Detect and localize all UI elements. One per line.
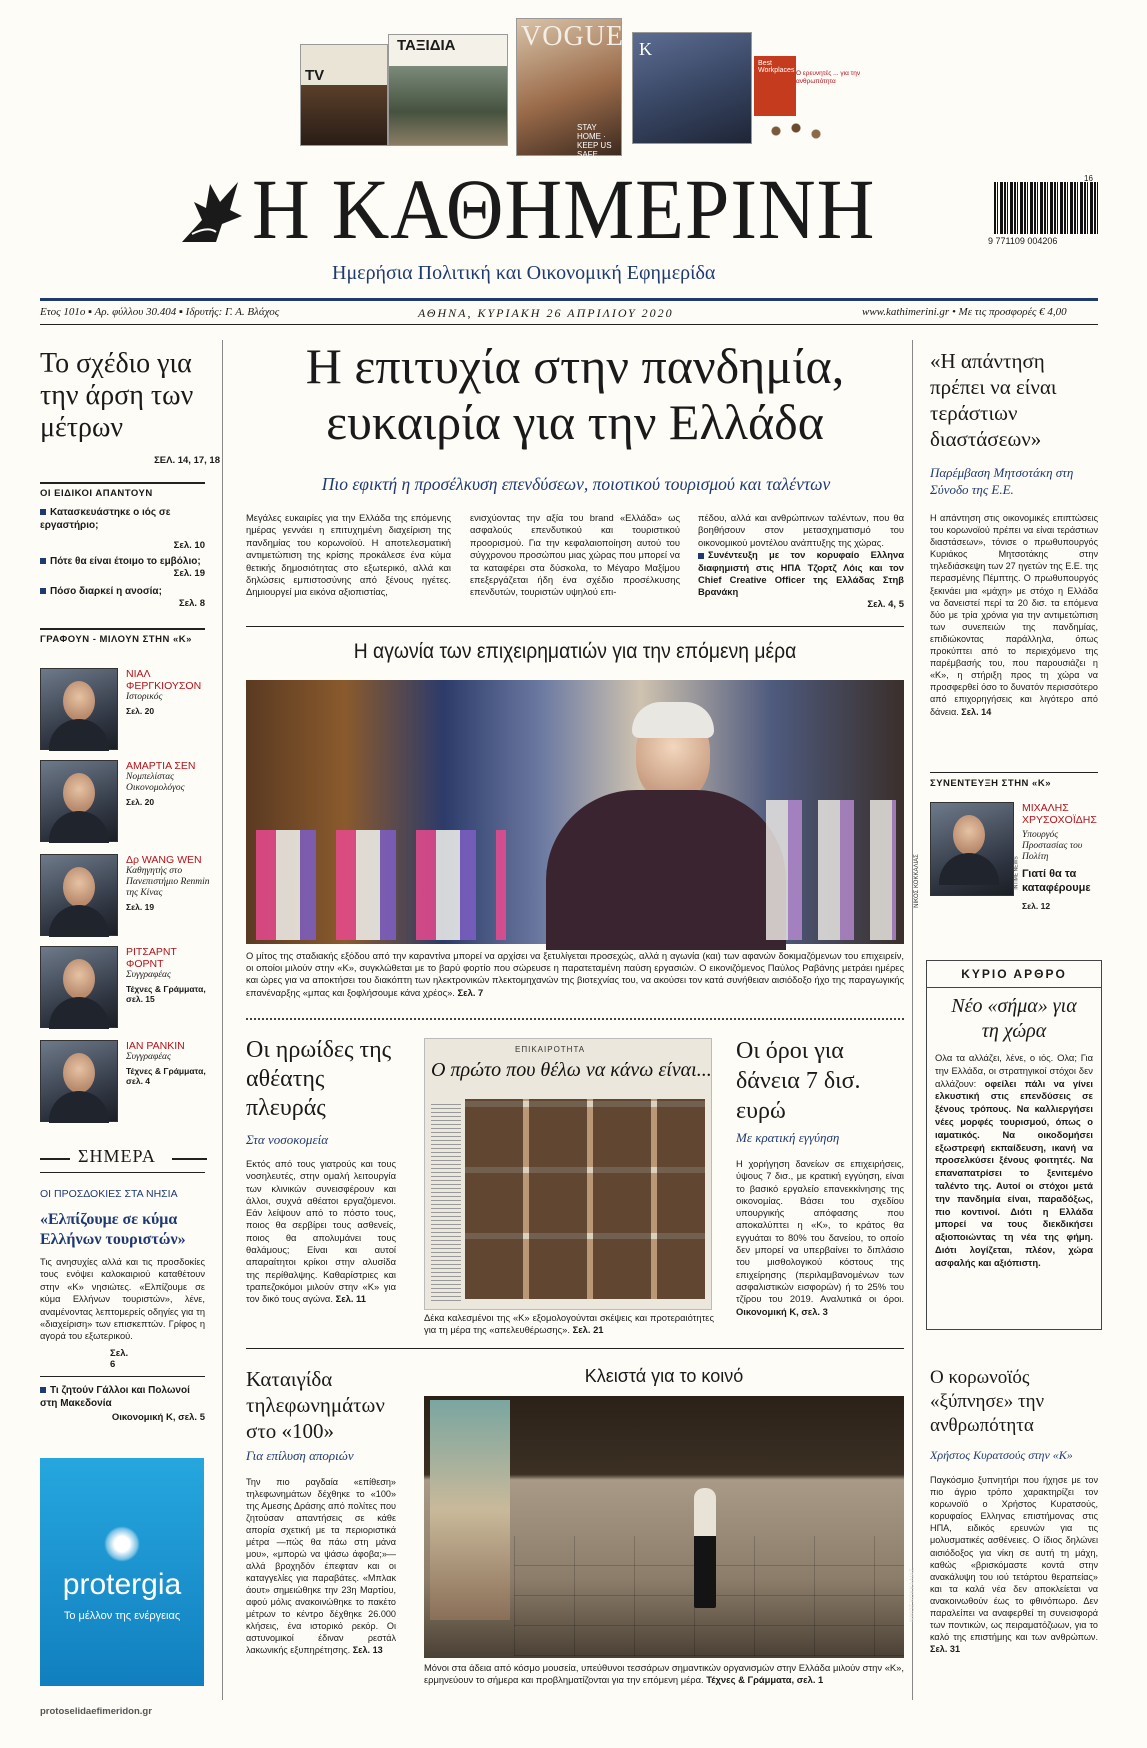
heroes-ref: Σελ. 11 — [335, 1293, 366, 1305]
k-best-label: Best Workplaces — [758, 60, 795, 74]
lead-col2-text: ενισχύοντας την αξία του brand «Ελλάδα» ως ασφαλούς επενδυτικού και τουριστικού προορισμού. Για την κεφαλαιοποίηση αυτού του σύγχρονου προσώπου μιας χώρας που μπορεί να τα καταφέρει στα δύσκολα, το Μέγαρο Μαξίμου επεξεργάζεται ήδη ένα σχέδιο προσέλκυσης επενδυτών, τουριστών υψηλού επι- — [470, 512, 680, 598]
q2-bullet-icon — [40, 558, 46, 564]
writer-role: Νομπελίστας Οικονομολόγος — [126, 772, 185, 793]
interview-name: ΜΙΧΑΛΗΣ ΧΡΥΣΟΧΟΪΔΗΣ — [1022, 802, 1097, 826]
mid-bottom-rule — [246, 1348, 904, 1349]
editorial-box — [926, 960, 1102, 1330]
footer-site[interactable]: protoselidaefimeridon.gr — [40, 1706, 152, 1717]
lead-col3 — [698, 512, 904, 611]
spread-photo[interactable] — [424, 1038, 712, 1310]
masthead-subtitle: Ημερήσια Πολιτική και Οικονομική Εφημερίδα — [332, 262, 716, 284]
lead-col3-bold-text: Συνέντευξη με τον κορυφαίο Ελληνα διαφημιστή στις ΗΠΑ Τζορτζ Λόις και τον Chief Creative Officer της Ελλάδας Στηβ Βρανάκη — [698, 549, 904, 598]
photo-caption-ref: Σελ. 7 — [457, 986, 484, 998]
lead-col1-text: Μεγάλες ευκαιρίες για την Ελλάδα της επόμενης ημέρας γεννάει η επιτυχημένη διαχείριση της πανδημίας του κορωνοϊού. Η αποτελεσματική αντιμετώπιση της κρίσης προκάλεσε ένα κύμα θετικής δημοσιότητας στο εξωτερικό, αλλά και δηλώσεις εμπιστοσύνης από ξένους ηγέτες. Δημιουργεί μια εικόνα αξιοπιστίας, — [246, 512, 451, 598]
editorial-head: ΚΥΡΙΟ ΑΡΘΡΟ — [961, 967, 1067, 981]
editorial-head-rule — [927, 987, 1101, 988]
photo-title-rule — [246, 626, 904, 627]
islands-kicker: ΟΙ ΠΡΟΣΔΟΚΙΕΣ ΣΤΑ ΝΗΣΙΑ — [40, 1188, 178, 1200]
left-rule-2 — [40, 628, 205, 630]
experts-q3[interactable] — [40, 585, 210, 598]
face-shape — [63, 1053, 95, 1093]
experts-q1-ref: Σελ. 10 — [173, 540, 205, 551]
experts-q1[interactable] — [40, 506, 210, 532]
calls-body — [246, 1476, 396, 1656]
writer-ref: Σελ. 19 — [126, 902, 155, 912]
left-lead-title[interactable]: Το σχέδιο για την άρση των μέτρων — [40, 348, 194, 443]
body-shape — [49, 997, 109, 1029]
gauls-item[interactable] — [40, 1384, 210, 1410]
quote-body — [930, 512, 1098, 718]
quote-ref: Σελ. 14 — [961, 706, 992, 717]
body-shape — [49, 905, 109, 937]
yarn-spools-right-shape — [766, 800, 896, 940]
interview-head: ΣΥΝΕΝΤΕΥΞΗ ΣΤΗΝ «Κ» — [930, 778, 1051, 789]
writer-name: ΝΙΑΛ ΦΕΡΓΚΙΟΥΣΟΝ — [126, 668, 202, 692]
q3-bullet-icon — [40, 588, 46, 594]
writer-ferguson[interactable] — [126, 668, 212, 716]
q2-text: Πότε θα είναι έτοιμο το εμβόλιο; — [50, 556, 201, 567]
quote-sub: Παρέμβαση Μητσοτάκη στη Σύνοδο της Ε.Ε. — [930, 465, 1074, 497]
lead-col3-text: πέδου, αλλά και ανθρώπινων ταλέντων, που θα βοηθήσουν στον μετασχηματισμό του οικονομικού μοντέλου ανάπτυξης της χώρας. — [698, 512, 904, 548]
tv-label: TV — [305, 67, 325, 84]
spread-text-column-shape — [431, 1101, 461, 1301]
islands-ref: Σελ. 6 — [110, 1348, 129, 1370]
right-col-separator — [912, 340, 913, 1700]
interview-portrait[interactable] — [930, 802, 1014, 896]
museum-caption — [424, 1662, 904, 1686]
barcode-number: 9 771109 004206 — [988, 236, 1058, 246]
spread-portraits-shape — [465, 1099, 705, 1299]
photo-caption — [246, 950, 904, 999]
yarn-spools-shape — [256, 830, 506, 940]
vogue-cover-text: STAY HOME · KEEP US SAFE — [577, 123, 612, 159]
writer-ref: Σελ. 20 — [126, 797, 155, 807]
heroes-body — [246, 1158, 396, 1306]
face-shape — [63, 867, 95, 907]
heroes-sub: Στα νοσοκομεία — [246, 1132, 329, 1147]
protergia-brand: protergia — [62, 1568, 182, 1601]
writer-portrait-sen[interactable] — [40, 760, 118, 842]
protergia-logo-icon — [104, 1526, 140, 1562]
left-col-separator — [222, 340, 223, 1700]
man-hair-shape — [632, 702, 714, 738]
museum-caption-text: Μόνοι στα άδεια από κόσμο μουσεία, υπεύθυνοι τεσσάρων σημαντικών οργανισμών στην Ελλάδα μιλούν στην «Κ», ερμηνεύουν το σήμερα και προβληματίζονται για την επόμενη μέρα. — [424, 1662, 904, 1686]
spread-title: Ο πρώτο που θέλω να κάνω είναι... — [431, 1059, 712, 1081]
interview-ref: Σελ. 12 — [1022, 901, 1051, 911]
calls-sub: Για επίλυση αποριών — [246, 1448, 354, 1463]
today-head: ΣΗΜΕΡΑ — [78, 1146, 156, 1166]
lead-col3-bold[interactable] — [698, 549, 904, 599]
gauls-ref: Οικονομική Κ, σελ. 5 — [111, 1412, 205, 1423]
writer-name: Δρ WANG WEN — [126, 854, 202, 866]
loans-body — [736, 1158, 904, 1318]
quote-body-text: Η απάντηση στις οικονομικές επιπτώσεις του κορωνοϊού πρέπει να είναι τεράστιων διαστάσεων», τόνισε ο πρωθυπουργός Κυριάκος Μητσοτάκης στην τηλεδιάσκεψη των 27 ηγετών της Ε.Ε. της περασμένης Πέμπτης. Ο πρωθυπουργός ξεκινάει μια «μάχη» με στόχο η Ελλάδα να δανειστεί περί τα 20 δισ. τα επόμενα δύο με τρία χρόνια για την αντιμετώπιση των συνεπειών της πανδημίας, επιδιώκοντας παράλληλα, όπως προκύπτει από το περιεχόμενο της παρέμβασής του, που παρουσιάζει η «Κ», η στήριξη προς τη χώρα να προσφερθεί όσο το δυνατόν περισσότερο από επιχορηγήσεις και λιγότερο από δάνεια. — [930, 513, 1098, 717]
corona-title[interactable]: Ο κορωνοϊός «ξύπνησε» την ανθρωπότητα — [930, 1367, 1045, 1436]
face-shape — [63, 959, 95, 999]
issue-date: ΑΘΗΝΑ, ΚΥΡΙΑΚΗ 26 ΑΠΡΙΛΙΟΥ 2020 — [418, 306, 674, 320]
writer-role: Ιστορικός — [126, 692, 163, 702]
writer-name: ΡΙΤΣΑΡΝΤ ΦΟΡΝΤ — [126, 946, 177, 970]
calls-ref: Σελ. 13 — [352, 1645, 383, 1655]
editorial-body — [927, 1044, 1101, 1270]
gauls-title: Τι ζητούν Γάλλοι και Πολωνοί στη Μακεδονία — [40, 1385, 190, 1409]
experts-q2[interactable] — [40, 555, 210, 568]
interview-rule — [930, 772, 1098, 773]
experts-q2-ref: Σελ. 19 — [173, 568, 205, 579]
writer-ref: Σελ. 20 — [126, 706, 155, 716]
museum-credit: ΝΙΚΟΣ ΚΟΚΚΑΛΙΑΣ — [910, 1568, 917, 1622]
quote-title[interactable]: «Η απάντηση πρέπει να είναι τεράστιων διαστάσεων» — [930, 349, 1057, 451]
issue-website[interactable]: www.kathimerini.gr • Με τις προσφορές € 4,00 — [862, 306, 1067, 318]
vogue-promo[interactable] — [516, 18, 624, 159]
masthead-title[interactable]: Η ΚΑΘΗΜΕΡΙΝΗ — [252, 161, 876, 257]
loans-sub: Με κρατική εγγύηση — [736, 1130, 840, 1145]
writer-ref: Τέχνες & Γράμματα, σελ. 4 — [126, 1066, 206, 1086]
writer-ref: Τέχνες & Γράμματα, σελ. 15 — [126, 984, 206, 1004]
spread-caption-text: Δέκα καλεσμένοι της «Κ» εξομολογούνται σκέψεις και προτεραιότητες για τη μέρα της «απελευθέρωσης». — [424, 1312, 714, 1336]
loans-ref: Οικονομική Κ, σελ. 3 — [736, 1305, 828, 1317]
face-shape — [63, 681, 95, 721]
editorial-body2: οφείλει πάλι να γίνει ελκυστική στις επενδύσεις σε ξένους τρόπους. Να καλλιεργήσει νέες μορφές τουρισμού, όπως ο ιαματικός. Να οικοδομήσει εξωστρεφή εκπαίδευση, ικανή να προσελκύσει ξένους φοιτητές. Να επαναπατρίσει το ξενιτεμένο ταλέντο της. Αυτοί οι στόχοι μετά την πανδημία είναι, παραδόξως, πιο κοντινοί. Διότι η Ελλάδα μπορεί να τους διεκδικήσει αξιοποιώντας τη νέα της φήμη. Διότι λογίζεται, πλέον, χώρα ασφαλής και αξιόπιστη. — [935, 1077, 1093, 1268]
barcode-issue: 16 — [1084, 174, 1093, 183]
face-shape — [953, 815, 985, 855]
tv-promo[interactable] — [300, 44, 388, 146]
writer-sen[interactable] — [126, 760, 212, 807]
left-rule-3 — [40, 1376, 205, 1377]
main-subheadline: Πιο εφικτή η προσέλκυση επενδύσεων, ποιοτικού τουρισμού και ταλέντων — [321, 474, 831, 494]
museum-banner-shape — [430, 1400, 510, 1620]
writer-name: ΑΜΑΡΤΙΑ ΣΕΝ — [126, 760, 196, 772]
coffee-beans-decoration — [760, 116, 840, 146]
loans-title[interactable]: Οι όροι για δάνεια 7 δισ. ευρώ — [736, 1038, 861, 1124]
writer-portrait-rankin[interactable] — [40, 1040, 118, 1122]
q1-bullet-icon — [40, 509, 46, 515]
masthead-rule-bottom — [40, 324, 1098, 325]
editorial-body1: Ολα τα αλλάζει, λένε, ο ιός. Ολα; Για την Ελλάδα, οι στρατηγικοί στόχοι δεν αλλάζουν: — [935, 1052, 1093, 1089]
man-sweater-shape — [546, 790, 786, 950]
calls-body-text: Την πιο ραγδαία «επίθεση» τηλεφωνημάτων δέχθηκε το «100» της Αμεσης Δράσης από πολίτες που ζητούσαν απαντήσεις σε κάθε απορία σχετική με τα περιοριστικά μέτρα —πώς θα πάω στη μάνα μου», «μπορώ να ψάσω άφοβα;»— αλλά βροχηδόν έπεφταν και οι καταγγελίες για παραβάτες. «Μπλακ άουτ» σημειώθηκε την 23η Μαρτίου, αφού μόλις ανακοινώθηκε το πακέτο μέτρων το κέντρο δέχθηκε 26.000 κλήσεις, ένα ιστορικό ρεκόρ. Οι αστυνομικοί έδιναν ρεστάλ λακωνικής εξυπηρέτησης. — [246, 1477, 396, 1655]
spread-ref: Σελ. 21 — [572, 1324, 604, 1336]
issue-info: Ετος 101ο ▪ Αρ. φύλλου 30.404 ▪ Ιδρυτής: Γ. Α. Βλάχος — [40, 306, 280, 318]
experts-q3-ref: Σελ. 8 — [178, 598, 205, 609]
photo-credit: ΝΙΚΟΣ ΚΟΚΚΑΛΙΑΣ — [914, 854, 921, 908]
spread-kicker: ΕΠΙΚΑΙΡΟΤΗΤΑ — [515, 1045, 586, 1054]
body-shape — [49, 811, 109, 843]
writer-name: ΙΑΝ ΡΑΝΚΙΝ — [126, 1040, 185, 1052]
k-magazine-promo[interactable] — [632, 32, 752, 144]
writer-portrait-ford[interactable] — [40, 946, 118, 1028]
museum-photo[interactable] — [424, 1396, 917, 1658]
main-headline[interactable]: Η επιτυχία στην πανδημία, ευκαιρία για την Ελλάδα — [305, 338, 845, 450]
gauls-bullet-icon — [40, 1387, 46, 1393]
today-rule-left — [40, 1158, 70, 1160]
editorial-title[interactable]: Νέο «σήμα» για τη χώρα — [951, 995, 1077, 1042]
photo-title[interactable]: Η αγωνία των επιχειρηματιών για την επόμενη μέρα — [353, 640, 797, 663]
masthead-rule-top — [40, 298, 1098, 301]
spread-caption — [424, 1312, 714, 1336]
museum-woman-shape — [694, 1488, 716, 1608]
protergia-slogan: Το μέλλον της ενέργειας — [63, 1610, 181, 1622]
writers-head: ΓΡΑΦΟΥΝ - ΜΙΛΟΥΝ ΣΤΗΝ «Κ» — [40, 634, 192, 645]
interview-quote: Γιατί θα τα καταφέρουμε — [1022, 868, 1091, 894]
heroes-body-text: Εκτός από τους γιατρούς και τους νοσηλευτές, στην ομαλή λειτουργία των κλινικών συνεισφέρουν και άλλοι, συχνά αθέατοι εργαζόμενοι. Εάν λείψουν από το πόστο τους, ποιος θα σερβίρει τους ασθενείς, ποιος θα απολυμάνει τους θαλάμους; Είναι και αυτοί απαραίτητοι κρίκοι στην αλυσίδα της περίθαλψης. Καθαρίστριες και τραπεζοκόμοι μιλούν στην «Κ» για τον δικό τους αγώνα. — [246, 1158, 396, 1305]
writer-portrait-wang[interactable] — [40, 854, 118, 936]
taxidia-label: ΤΑΞΙΔΙΑ — [397, 37, 456, 54]
q1-text: Κατασκευάστηκε ο ιός σε εργαστήριο; — [40, 507, 171, 531]
protergia-ad[interactable] — [40, 1458, 204, 1686]
writer-role: Συγγραφέας — [126, 970, 171, 980]
islands-title[interactable]: «Ελπίζουμε σε κύμα Ελλήνων τουριστών» — [40, 1211, 186, 1248]
loans-body-text: Η χορήγηση δανείων σε επιχειρήσεις, ύψους 7 δισ., με κρατική εγγύηση, είναι το βασικό εργαλείο επανεκκίνησης της οικονομίας. Βάσει του σχεδίου υπουργικής απόφασης που αποκαλύπτει η «Κ», το κράτος θα εγγυάται το 80% του δανείου, το οποίο δεν μπορεί να υπερβαίνει το διπλάσιο του μισθολογικού κόστους της επιχείρησης (περιλαμβανομένων των ασφαλιστικών εισφορών) ή το 25% του τζίρου του 2019. Αναλυτικά οι όροι. — [736, 1158, 904, 1305]
corona-sub: Χρήστος Κυρατσούς στην «Κ» — [930, 1448, 1073, 1462]
face-shape — [63, 773, 95, 813]
vogue-label: VOGUE — [521, 21, 624, 52]
interview-block[interactable] — [1022, 802, 1100, 911]
lead-col1 — [246, 512, 451, 599]
museum-title[interactable]: Κλειστά για το κοινό — [584, 1366, 744, 1386]
corona-body — [930, 1474, 1098, 1655]
body-shape — [939, 853, 999, 885]
barcode — [994, 182, 1098, 234]
taxidia-promo[interactable] — [388, 34, 508, 146]
writer-role: Συγγραφέας — [126, 1052, 171, 1062]
dotted-separator — [246, 1018, 904, 1020]
today-rule-right — [172, 1158, 207, 1160]
museum-ref: Τέχνες & Γράμματα, σελ. 1 — [706, 1674, 824, 1686]
body-shape — [49, 719, 109, 751]
heroes-title[interactable]: Οι ηρωίδες της αθέατης πλευράς — [246, 1037, 392, 1121]
interview-role: Υπουργός Προστασίας του Πολίτη — [1022, 830, 1083, 862]
writer-rankin[interactable] — [126, 1040, 212, 1086]
body-shape — [49, 1091, 109, 1123]
k-label: K — [639, 39, 652, 59]
lead-col2 — [470, 512, 680, 599]
interview-credit: INTIME NEWS — [1013, 856, 1020, 890]
k-side-panel — [754, 56, 796, 116]
k-note: Ο ερευνητές ... για την ανθρωπότητα — [796, 70, 861, 85]
writer-ford[interactable] — [126, 946, 212, 1004]
islands-body: Τις ανησυχίες αλλά και τις προσδοκίες τους ενόψει καλοκαιριού καταθέτουν στην «Κ» νησιώτες. «Ελπίζουμε σε κύμα Ελλήνων τουριστών», λένε, αναμένοντας λεπτομερείς οδηγίες για τη «διαχείριση» των επισκεπτών. Γρίφος η αγορά του εξωτερικού. — [40, 1257, 205, 1342]
lead-ref: Σελ. 4, 5 — [867, 598, 904, 610]
calls-title[interactable]: Καταιγίδα τηλεφωνημάτων στο «100» — [246, 1367, 385, 1443]
lead-bullet-icon — [698, 553, 704, 559]
masthead-logo-griffin-icon — [172, 172, 244, 251]
left-lead-ref: ΣΕΛ. 14, 17, 18 — [154, 455, 220, 466]
today-rule-under — [40, 1172, 205, 1173]
corona-ref: Σελ. 31 — [930, 1644, 960, 1655]
q3-text: Πόσο διαρκεί η ανοσία; — [50, 586, 162, 597]
writer-portrait-ferguson[interactable] — [40, 668, 118, 750]
photo-caption-text: Ο μίτος της σταδιακής εξόδου από την καραντίνα μπορεί να αρχίσει να ξετυλίγεται προσεχώς, αλλά η αγωνία (και) των αφανών δοκιμαζόμενων του επιχειρείν, οι οποίοι μιλούν στην «Κ», συγκλώθεται με το βαρύ φορτίο που σώρευσε η παρατεταμένη παύση εργασιών. Ο εικονιζόμενος Παύλος Ραβάνης μετράει ημέρες και ώρες για να αποκτήσει του διακόπτη των ηλεκτρονικών πλεκτομηχανών της βιοτεχνίας του, να ακούσει τον κατά συνήθειαν αισιόδοξο ήχο της παραγωγικής επανέναρξης «μπας και ξοφλήσουμε κάνα χρέος». — [246, 950, 904, 998]
left-rule-1 — [40, 482, 205, 484]
writer-wang[interactable] — [126, 854, 212, 912]
experts-head: ΟΙ ΕΙΔΙΚΟΙ ΑΠΑΝΤΟΥΝ — [40, 488, 153, 499]
writer-role: Καθηγητής στο Πανεπιστήμιο Renmin της Κίνας — [126, 866, 210, 898]
factory-photo[interactable] — [246, 680, 921, 944]
corona-body-text: Παγκόσμιο ξυπνητήρι που ήχησε με τον πιο άγριο τρόπο χαρακτηρίζει τον κορωνοϊό ο Χρήστος Κυρατσούς, κορυφαίος Ελληνας επιστήμονας στις ΗΠΑ, ειδικός ερευνών για τις μολυσματικές ασθένειες. Ο ίδιος δηλώνει αισιόδοξος για νίκη σε αυτή τη μάχη, καθώς «βρισκόμαστε κοντά στην ανακάλυψη του ιού τετάρτου θεραπείας» και τα καλά νέα δεν αποκλείεται να ανακοινωθούν έως το φθινόπωρο. Δεν παραλείπει να αναφερθεί τη συνεισφορά των ποντικών, ως πειραματόζωων, για το καλό της επιστήμης και των ανθρώπων. — [930, 1475, 1098, 1643]
